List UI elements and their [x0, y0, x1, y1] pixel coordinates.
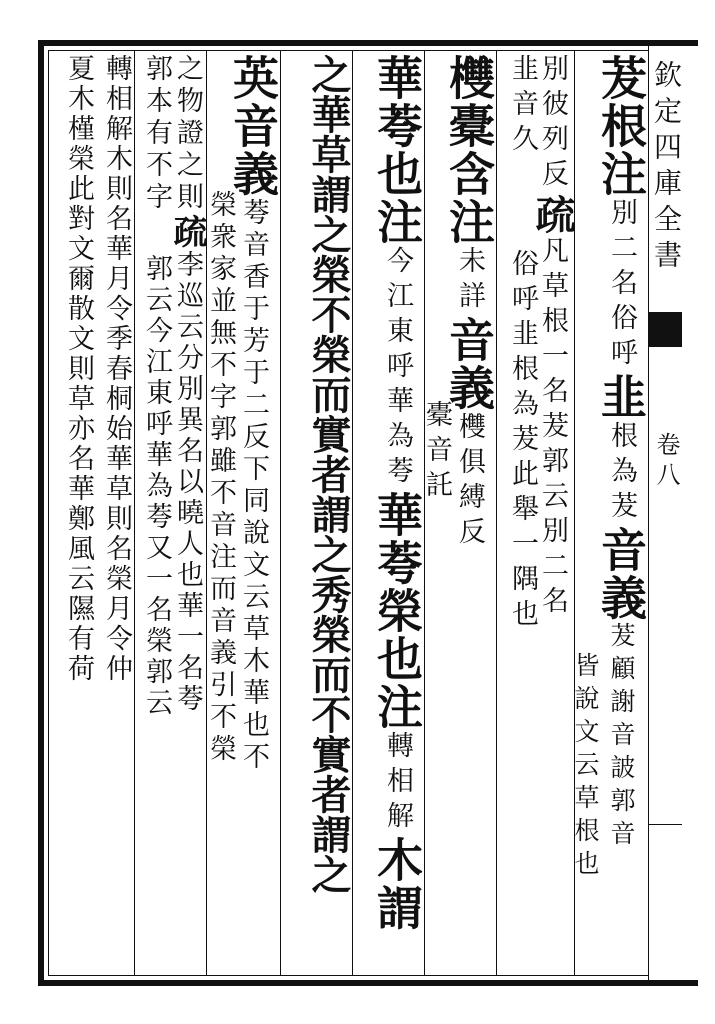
margin-rule	[648, 824, 682, 825]
headword: 木謂	[370, 836, 424, 932]
annotation: 之物證之則	[172, 54, 203, 214]
annotation: 俗呼韭根為茇此舉一隅也	[507, 249, 538, 634]
annotation: 轉相解	[382, 731, 413, 836]
annotation: 未詳	[454, 246, 485, 316]
annotation: 欆俱縛反	[454, 412, 485, 552]
shu-marker: 疏	[529, 194, 576, 236]
juan-number: 卷八	[652, 432, 680, 492]
headword: 韭	[594, 373, 648, 421]
annotation: 茇顧謝音詖郭音	[607, 622, 636, 853]
headword: 華荂榮也注	[370, 491, 424, 731]
annotation: 根為茇	[606, 421, 637, 526]
annotation: 凡草根一名茇郭云別二名	[537, 236, 568, 621]
book-title: 欽定四庫全書	[650, 60, 683, 276]
headword: 之華草謂之榮不榮而實者謂之秀榮而不實者謂之	[305, 54, 352, 894]
annotation: 皆說文云草根也	[571, 652, 600, 883]
column-divider	[496, 50, 497, 976]
annotation: 韭音久	[507, 54, 538, 159]
text-column-5	[292, 54, 352, 972]
headword: 音義	[442, 316, 496, 412]
shu-marker: 疏	[167, 214, 207, 250]
text-column-1-sub	[571, 652, 600, 972]
headword: 茇根注	[594, 54, 648, 198]
text-column-2b	[504, 54, 536, 972]
annotation: 轉相解木則名華月令季春桐始華草則名榮月令仲	[101, 54, 132, 684]
text-column-4	[364, 54, 424, 972]
annotation: 今江東呼華為荂	[382, 246, 413, 491]
headword: 華荂也注	[370, 54, 424, 246]
fishtail-mark	[648, 312, 682, 346]
text-column-8a	[98, 54, 130, 972]
headword: 英音義	[226, 54, 280, 198]
annotation: 荂音香于芳于二反下同說文云草木華也不	[238, 198, 269, 774]
annotation: 李巡云分別異名以曉人也華一名荂	[172, 250, 203, 715]
text-column-2a	[529, 54, 576, 972]
annotation: 夏木槿榮此對文爾散文則草亦名華鄭風云隰有荷	[63, 54, 94, 684]
margin-rule	[648, 346, 682, 347]
column-divider	[424, 50, 425, 976]
annotation: 別彼列反	[537, 54, 568, 194]
text-column-6-sub	[205, 190, 236, 970]
annotation: 郭云今江東呼華為荂又一名榮郭云	[141, 254, 172, 719]
text-column-8b	[60, 54, 92, 972]
column-divider	[280, 50, 281, 976]
annotation: 郭本有不字	[141, 54, 172, 214]
headword: 音義	[594, 526, 648, 622]
column-divider	[352, 50, 353, 976]
annotation: 橐音託	[421, 400, 452, 505]
text-column-7a	[167, 54, 207, 972]
column-divider	[134, 50, 135, 976]
text-column-7b	[140, 54, 170, 972]
text-column-3-sub	[421, 400, 452, 580]
annotation: 榮衆家並無不字郭雖不音注而音義引不榮	[205, 190, 236, 766]
headword: 欆橐含注	[442, 54, 496, 246]
annotation: 別二名俗呼	[606, 198, 637, 373]
